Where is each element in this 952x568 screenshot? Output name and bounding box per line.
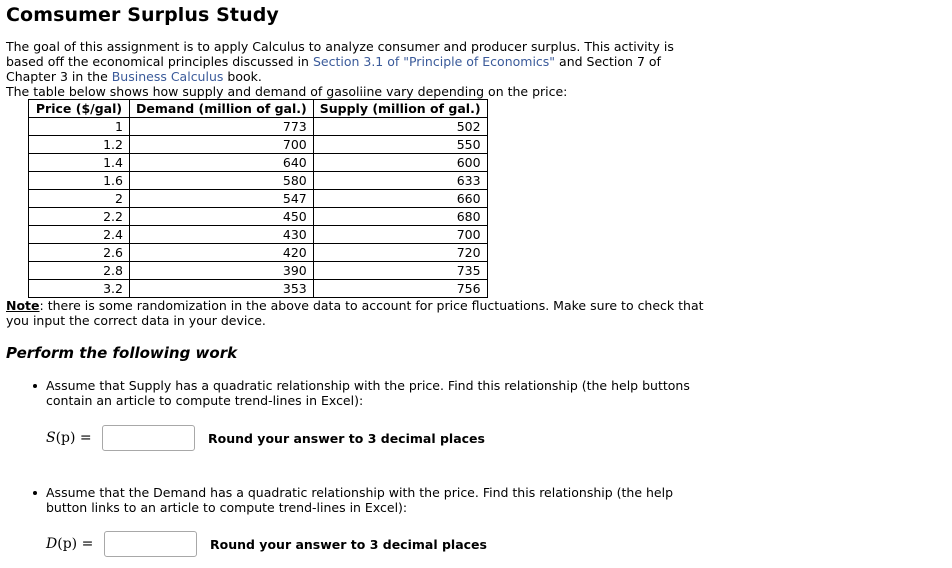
note-paragraph xyxy=(6,298,706,328)
price-cell: 1.4 xyxy=(29,154,130,172)
demand-answer-row xyxy=(46,530,487,558)
demand-cell: 353 xyxy=(130,280,314,298)
demand-rounding-hint: Round your answer to 3 decimal places xyxy=(210,536,487,552)
supply-function-rest: (p) = xyxy=(55,430,92,446)
supply-cell: 633 xyxy=(313,172,487,190)
supply-cell: 550 xyxy=(313,136,487,154)
table-row xyxy=(29,244,488,262)
header-price: Price ($/gal) xyxy=(29,100,130,118)
table-row xyxy=(29,208,488,226)
supply-cell: 756 xyxy=(313,280,487,298)
supply-cell: 600 xyxy=(313,154,487,172)
price-cell: 1.2 xyxy=(29,136,130,154)
table-row xyxy=(29,136,488,154)
intro-text-2: and Section 7 of Chapter 3 in the xyxy=(6,54,661,84)
demand-cell: 700 xyxy=(130,136,314,154)
demand-cell: 430 xyxy=(130,226,314,244)
intro-text-1: The goal of this assignment is to apply Calculus to analyze consumer and producer surplus. This activity is based off the economical principles discussed in xyxy=(6,39,674,69)
header-supply: Supply (million of gal.) xyxy=(313,100,487,118)
price-cell: 3.2 xyxy=(29,280,130,298)
business-calculus-link[interactable]: Business Calculus xyxy=(111,69,224,84)
price-cell: 2.6 xyxy=(29,244,130,262)
demand-cell: 390 xyxy=(130,262,314,280)
price-cell: 1.6 xyxy=(29,172,130,190)
demand-cell: 773 xyxy=(130,118,314,136)
table-row xyxy=(29,226,488,244)
supply-answer-row xyxy=(46,424,485,452)
supply-cell: 680 xyxy=(313,208,487,226)
intro-text-3: book. xyxy=(223,69,262,84)
task-demand-text: Assume that the Demand has a quadratic relationship with the price. Find this relationship (the help button links to an article to compute trend-lines in Excel): xyxy=(46,485,696,515)
section-title: Perform the following work xyxy=(6,344,238,362)
table-row xyxy=(29,154,488,172)
table-row xyxy=(29,280,488,298)
supply-function-label xyxy=(46,430,102,446)
demand-answer-input[interactable] xyxy=(104,531,197,557)
table-caption: The table below shows how supply and demand of gasoliine vary depending on the price: xyxy=(6,84,568,99)
supply-cell: 735 xyxy=(313,262,487,280)
demand-cell: 580 xyxy=(130,172,314,190)
supply-cell: 700 xyxy=(313,226,487,244)
supply-answer-input[interactable] xyxy=(102,425,195,451)
header-demand: Demand (million of gal.) xyxy=(130,100,314,118)
supply-cell: 502 xyxy=(313,118,487,136)
demand-cell: 547 xyxy=(130,190,314,208)
supply-cell: 660 xyxy=(313,190,487,208)
price-cell: 2.8 xyxy=(29,262,130,280)
price-cell: 1 xyxy=(29,118,130,136)
table-row xyxy=(29,190,488,208)
note-text: : there is some randomization in the above data to account for price fluctuations. Make sure to check that you input the correct data in your device. xyxy=(6,298,704,328)
page-title: Comsumer Surplus Study xyxy=(6,4,279,26)
demand-function-label xyxy=(46,536,104,552)
supply-rounding-hint: Round your answer to 3 decimal places xyxy=(208,430,485,446)
task-supply-text: Assume that Supply has a quadratic relationship with the price. Find this relationship (the help buttons contain an article to compute trend-lines in Excel): xyxy=(46,378,696,408)
supply-cell: 720 xyxy=(313,244,487,262)
demand-function-rest: (p) = xyxy=(57,536,94,552)
table-row xyxy=(29,262,488,280)
demand-function-letter: D xyxy=(46,536,58,552)
price-cell: 2 xyxy=(29,190,130,208)
demand-cell: 450 xyxy=(130,208,314,226)
intro-paragraph xyxy=(6,39,706,84)
table-row xyxy=(29,118,488,136)
price-cell: 2.2 xyxy=(29,208,130,226)
table-header-row xyxy=(29,100,488,118)
table-row xyxy=(29,172,488,190)
demand-cell: 420 xyxy=(130,244,314,262)
note-label: Note xyxy=(6,298,40,313)
supply-function-letter: S xyxy=(46,430,56,446)
principles-of-economics-link[interactable]: Section 3.1 of "Principle of Economics" xyxy=(312,54,556,69)
demand-cell: 640 xyxy=(130,154,314,172)
supply-demand-table xyxy=(28,99,488,298)
price-cell: 2.4 xyxy=(29,226,130,244)
